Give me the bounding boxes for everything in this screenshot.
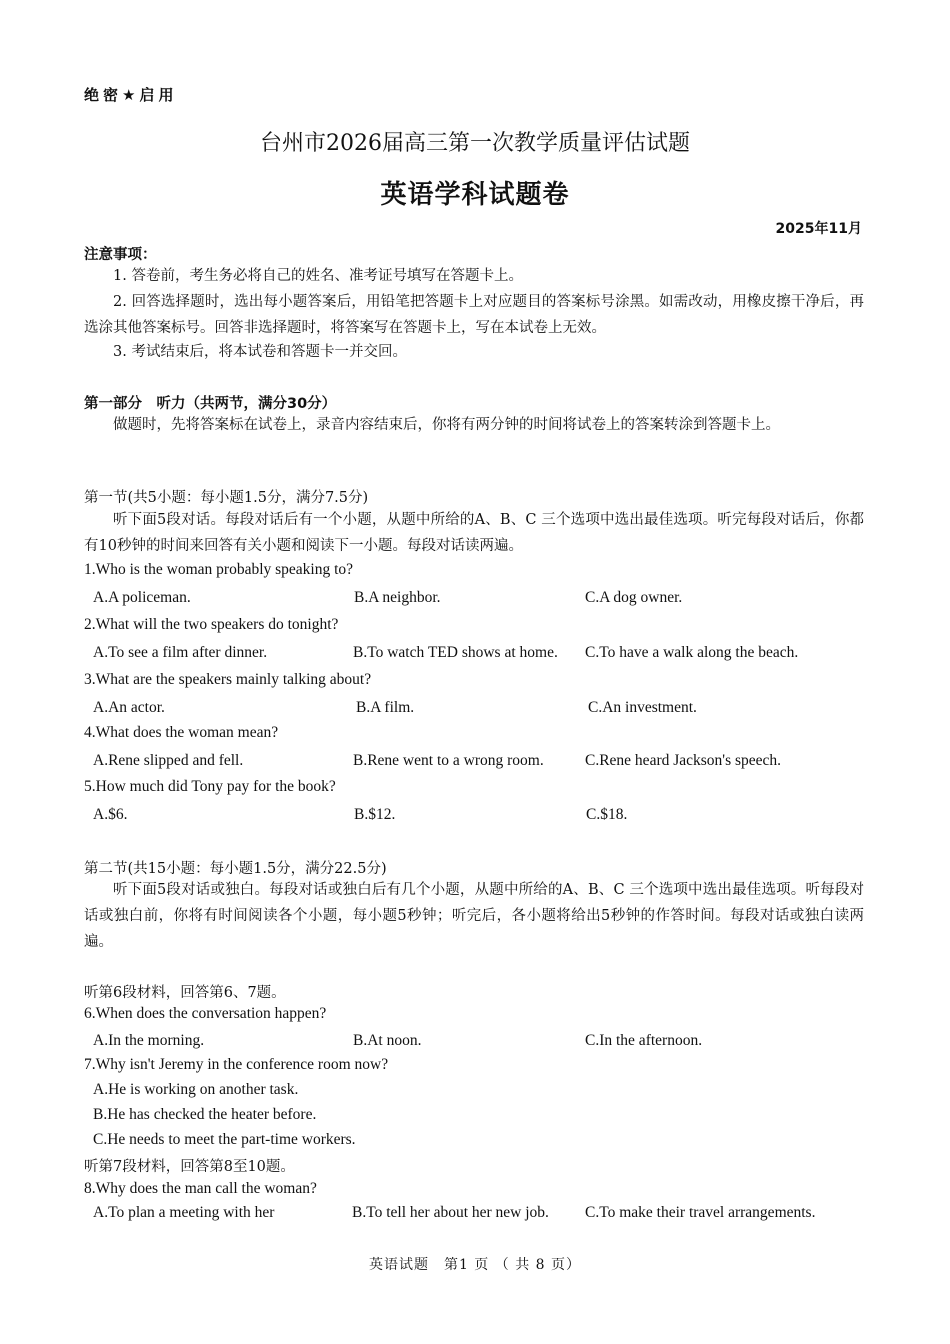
q1-option-a: A.A policeman. — [93, 589, 191, 606]
section2-heading: 第二节(共15小题：每小题1.5分，满分22.5分) — [84, 861, 387, 877]
question-7: 7.Why isn't Jeremy in the conference room now? — [84, 1056, 389, 1073]
section1-instruction: 听下面5段对话。每段对话后有一个小题，从题中所给的A、B、C 三个选项中选出最佳选项。听完每段对话后，你都有10秒钟的时间来回答有关小题和阅读下一小题。每段对话读两遍。 — [84, 512, 864, 554]
q6-option-b: B.At noon. — [353, 1032, 422, 1049]
notice-item-2: 2. 回答选择题时，选出每小题答案后，用铅笔把答题卡上对应题目的答案标号涂黑。如需改动，用橡皮擦干净后，再选涂其他答案标号。回答非选择题时，将答案写在答题卡上，写在本试卷上无效。 — [84, 294, 864, 336]
q4-option-a: A.Rene slipped and fell. — [93, 752, 244, 769]
q3-option-c: C.An investment. — [588, 699, 697, 716]
q4-option-c: C.Rene heard Jackson's speech. — [585, 752, 782, 769]
q4-option-b: B.Rene went to a wrong room. — [353, 752, 544, 769]
notice-heading: 注意事项： — [84, 247, 157, 263]
material-7-label: 听第7段材料，回答第8至10题。 — [84, 1159, 295, 1175]
question-8: 8.Why does the man call the woman? — [84, 1180, 317, 1197]
q3-option-b: B.A film. — [356, 699, 415, 716]
section1-heading: 第一节(共5小题：每小题1.5分，满分7.5分) — [84, 490, 369, 506]
question-3: 3.What are the speakers mainly talking about? — [84, 671, 372, 688]
exam-date: 2025年11月 — [775, 221, 862, 237]
q8-option-a: A.To plan a meeting with her — [93, 1204, 275, 1221]
q5-option-a: A.$6. — [93, 806, 128, 823]
part1-instruction: 做题时，先将答案标在试卷上，录音内容结束后，你将有两分钟的时间将试卷上的答案转涂到答题卡上。 — [113, 417, 780, 433]
q2-option-c: C.To have a walk along the beach. — [585, 644, 799, 661]
q7-option-c: C.He needs to meet the part-time workers. — [93, 1131, 356, 1148]
q7-option-a: A.He is working on another task. — [93, 1081, 299, 1098]
q5-option-c: C.$18. — [586, 806, 628, 823]
section2-instruction: 听下面5段对话或独白。每段对话或独白后有几个小题，从题中所给的A、B、C 三个选项中选出最佳选项。听每段对话或独白前，你将有时间阅读各个小题，每小题5秒钟；听完后，各小题将给出5秒钟的作答时间。每段对话或独白读两遍。 — [84, 882, 864, 950]
question-4: 4.What does the woman mean? — [84, 724, 279, 741]
question-6: 6.When does the conversation happen? — [84, 1005, 327, 1022]
q8-option-c: C.To make their travel arrangements. — [585, 1204, 816, 1221]
exam-subtitle: 英语学科试题卷 — [380, 180, 570, 210]
q6-option-a: A.In the morning. — [93, 1032, 205, 1049]
q2-option-b: B.To watch TED shows at home. — [353, 644, 558, 661]
notice-item-3: 3. 考试结束后，将本试卷和答题卡一并交回。 — [113, 344, 407, 360]
q3-option-a: A.An actor. — [93, 699, 165, 716]
q8-option-b: B.To tell her about her new job. — [352, 1204, 549, 1221]
question-5: 5.How much did Tony pay for the book? — [84, 778, 336, 795]
question-1: 1.Who is the woman probably speaking to? — [84, 561, 354, 578]
exam-title: 台州市2026届高三第一次教学质量评估试题 — [260, 131, 690, 156]
q1-option-b: B.A neighbor. — [354, 589, 441, 606]
q1-option-c: C.A dog owner. — [585, 589, 683, 606]
q2-option-a: A.To see a film after dinner. — [93, 644, 268, 661]
q5-option-b: B.$12. — [354, 806, 396, 823]
material-6-label: 听第6段材料，回答第6、7题。 — [84, 985, 286, 1001]
secret-label: 绝密★启用 — [84, 86, 178, 104]
q7-option-b: B.He has checked the heater before. — [93, 1106, 317, 1123]
question-2: 2.What will the two speakers do tonight? — [84, 616, 339, 633]
notice-item-1: 1. 答卷前，考生务必将自己的姓名、准考证号填写在答题卡上。 — [113, 268, 523, 284]
page-footer: 英语试题 第1 页 （ 共 8 页） — [368, 1257, 582, 1273]
part1-heading: 第一部分 听力（共两节，满分30分） — [84, 396, 337, 412]
q6-option-c: C.In the afternoon. — [585, 1032, 703, 1049]
